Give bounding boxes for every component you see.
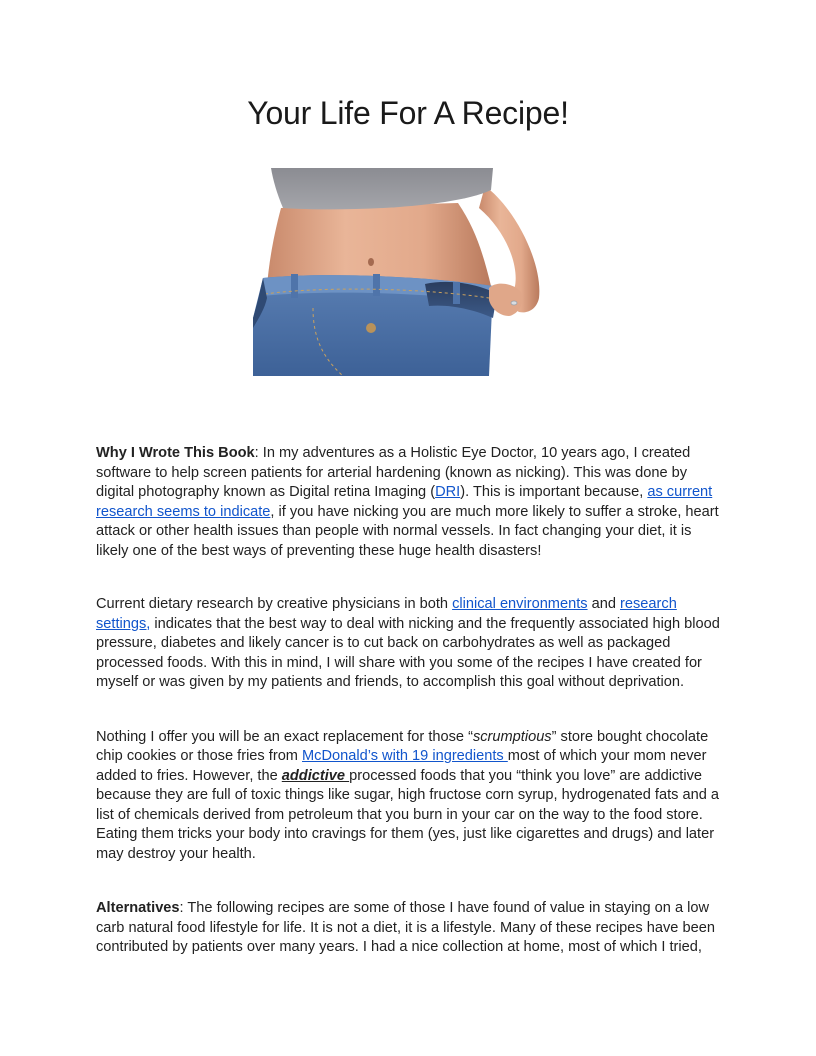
paragraph-text: , if you have nicking you are much more likely to suffer a stroke, heart attack or other health issues than people with normal vessels. In fact changing your diet, it is likely one of the best ways of preventing these huge health disasters! <box>96 503 719 559</box>
emphasis-addictive: addictive <box>281 767 350 784</box>
document-title: Your Life For A Recipe! <box>247 95 569 131</box>
paragraph-text: processed foods that you “think you love” are addictive because they are full of toxic things like sugar, high fructose corn syrup, hydrogenated fats and a list of chemicals derived from petroleum that you burn in your car on the way to the food store. Eating them tricks your body into cravings for them (yes, just like cigarettes and drugs) and later may destroy your health. <box>96 767 720 862</box>
hero-image-weight-loss <box>253 168 545 376</box>
paragraph-text: most of which your mom never added to fries. However, the <box>96 748 707 784</box>
paragraph-text: ). This is important because, <box>460 484 648 500</box>
paragraph-text: ” store bought chocolate chip cookies or those fries from <box>96 728 709 764</box>
paragraph-text: indicates that the best way to deal with nicking and the frequently associated high blood pressure, diabetes and likely cancer is to cut back on carbohydrates as well as packaged processed foods. With this in mind, I will share with you some of the recipes I have created for myself or was given by my patients and friends, to accomplish this goal without deprivation. <box>96 615 720 690</box>
paragraph-alternatives <box>96 899 724 958</box>
emphasis-scrumptious: scrumptious <box>472 728 552 745</box>
paragraph-text: and <box>587 596 621 612</box>
paragraph-text: Current dietary research by creative physicians in both <box>96 596 453 612</box>
paragraph-dietary-research <box>96 595 724 693</box>
heading-why-i-wrote: Why I Wrote This Book <box>96 445 255 461</box>
heading-alternatives: Alternatives <box>96 900 180 916</box>
paragraph-text: Nothing I offer you will be an exact replacement for those “ <box>96 728 473 745</box>
paragraph-why-i-wrote <box>96 444 724 561</box>
link-clinical-environments[interactable]: clinical environments <box>452 596 588 612</box>
link-research-settings[interactable]: research settings, <box>96 596 677 632</box>
paragraph-replacement <box>96 728 724 865</box>
link-current-research[interactable]: as current research seems to indicate <box>96 484 713 520</box>
paragraph-text: : In my adventures as a Holistic Eye Doctor, 10 years ago, I created software to help screen patients for arterial hardening (known as nicking). This was done by digital photography known as Digital retina Imaging ( <box>96 445 691 500</box>
link-mcdonalds-ingredients[interactable]: McDonald’s with 19 ingredients <box>302 748 508 764</box>
link-dri[interactable]: DRI <box>435 484 461 500</box>
paragraph-text: : The following recipes are some of those I have found of value in staying on a low carb natural food lifestyle for life. It is not a diet, it is a lifestyle. Many of these recipes have been contributed by patients over many years. I had a nice collection at home, most of which I tried, <box>96 900 715 955</box>
document-body <box>96 444 724 993</box>
